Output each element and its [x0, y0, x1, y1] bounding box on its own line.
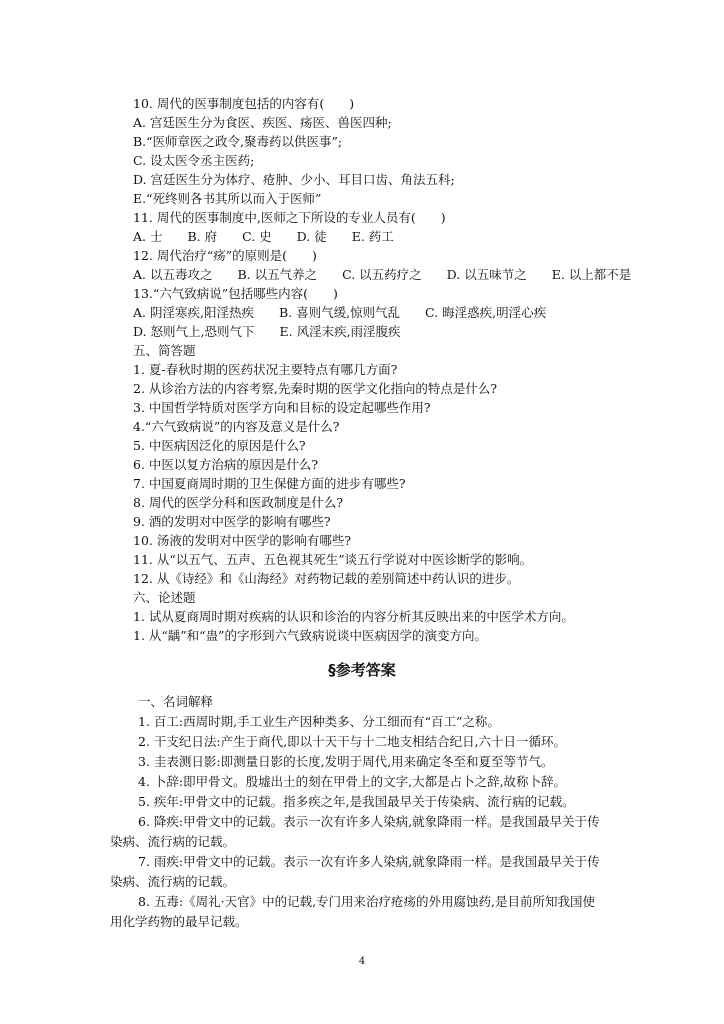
answer-item: 5. 疾年:甲骨文中的记载。指多疾之年,是我国最早关于传染病、流行病的记载。: [138, 794, 575, 809]
answer-item: 4. 卜辞:即甲骨文。殷墟出土的刻在甲骨上的文字,大都是占卜之辞,故称卜辞。: [138, 774, 567, 789]
section5-item: 9. 酒的发明对中医学的影响有哪些?: [133, 514, 331, 529]
section6-item: 1. 试从夏商周时期对疾病的认识和诊治的内容分析其反映出来的中医学术方向。: [133, 609, 574, 624]
section5-item: 4.“六气致病说”的内容及意义是什么?: [133, 419, 340, 434]
section6-item: 1. 从“龋”和“蛊”的字形到六气致病说谈中医病因学的演变方向。: [133, 628, 487, 643]
q10-stem: 10. 周代的医事制度包括的内容有( ): [133, 96, 355, 111]
q11-options: A. 士 B. 府 C. 史 D. 徒 E. 药工: [133, 229, 394, 244]
page-number: 4: [358, 956, 366, 967]
q10-option-e: E.“死终则各书其所以而入于医师”: [133, 191, 322, 206]
answer-item: 7. 雨疾:甲骨文中的记载。表示一次有许多人染病,就象降雨一样。是我国最早关于传: [138, 854, 600, 869]
answer-item-continuation: 用化学药物的最早记载。: [110, 914, 248, 929]
section5-item: 12. 从《诗经》和《山海经》对药物记载的差别简述中药认识的进步。: [133, 571, 520, 586]
q10-option-a: A. 宫廷医生分为食医、疾医、疡医、兽医四种;: [133, 115, 392, 130]
section5-item: 11. 从“以五气、五声、五色视其死生”谈五行学说对中医诊断学的影响。: [133, 552, 533, 567]
answer-item-continuation: 染病、流行病的记载。: [110, 874, 236, 889]
section5-item: 3. 中国哲学特质对医学方向和目标的设定起哪些作用?: [133, 400, 431, 415]
q12-stem: 12. 周代治疗“疡”的原则是( ): [133, 248, 317, 263]
section5-item: 5. 中医病因泛化的原因是什么?: [133, 438, 306, 453]
section5-item: 6. 中医以复方治病的原因是什么?: [133, 457, 319, 472]
q13-stem: 13.“六气致病说”包括哪些内容( ): [133, 286, 338, 301]
answers-heading: §参考答案: [328, 661, 396, 679]
answers-subtitle: 一、名词解释: [138, 694, 214, 709]
section5-item: 8. 周代的医学分科和医政制度是什么?: [133, 495, 344, 510]
q10-option-d: D. 宫廷医生分为体疗、疮肿、少小、耳目口齿、角法五科;: [133, 172, 455, 187]
answer-item-continuation: 染病、流行病的记载。: [110, 834, 236, 849]
q13-options-row1: A. 阴淫寒疾,阳淫热疾 B. 喜则气缓,惊则气乱 C. 晦淫惑疾,明淫心疾: [133, 305, 547, 320]
section5-item: 7. 中国夏商周时期的卫生保健方面的进步有哪些?: [133, 476, 406, 491]
section5-title: 五、简答题: [133, 343, 196, 358]
q12-options: A. 以五毒攻之 B. 以五气养之 C. 以五药疗之 D. 以五味节之 E. 以上都不是: [133, 267, 632, 282]
q13-options-row2: D. 怒则气上,恐则气下 E. 风淫末疾,雨淫腹疾: [133, 324, 401, 339]
answer-item: 8. 五毒:《周礼·天官》中的记载,专门用来治疗疮疡的外用腐蚀药,是目前所知我国使: [138, 894, 596, 909]
answer-item: 3. 圭表测日影:即测量日影的长度,发明于周代,用来确定冬至和夏至等节气。: [138, 754, 554, 769]
q10-option-b: B.“医师章医之政令,聚毒药以供医事”;: [133, 134, 343, 149]
q11-stem: 11. 周代的医事制度中,医师之下所设的专业人员有( ): [133, 210, 446, 225]
section5-item: 2. 从诊治方法的内容考察,先秦时期的医学文化指向的特点是什么?: [133, 381, 498, 396]
section5-item: 10. 汤液的发明对中医学的影响有哪些?: [133, 533, 352, 548]
answer-item: 1. 百工:西周时期,手工业生产因种类多、分工细而有“百工”之称。: [138, 714, 500, 729]
section5-item: 1. 夏-春秋时期的医药状况主要特点有哪几方面?: [133, 362, 398, 377]
q10-option-c: C. 设太医令丞主医药;: [133, 153, 255, 168]
answer-item: 2. 干支纪日法:产生于商代,即以十天干与十二地支相结合纪日,六十日一循环。: [138, 734, 567, 749]
section6-title: 六、论述题: [133, 590, 196, 605]
answer-item: 6. 降疾:甲骨文中的记载。表示一次有许多人染病,就象降雨一样。是我国最早关于传: [138, 814, 600, 829]
